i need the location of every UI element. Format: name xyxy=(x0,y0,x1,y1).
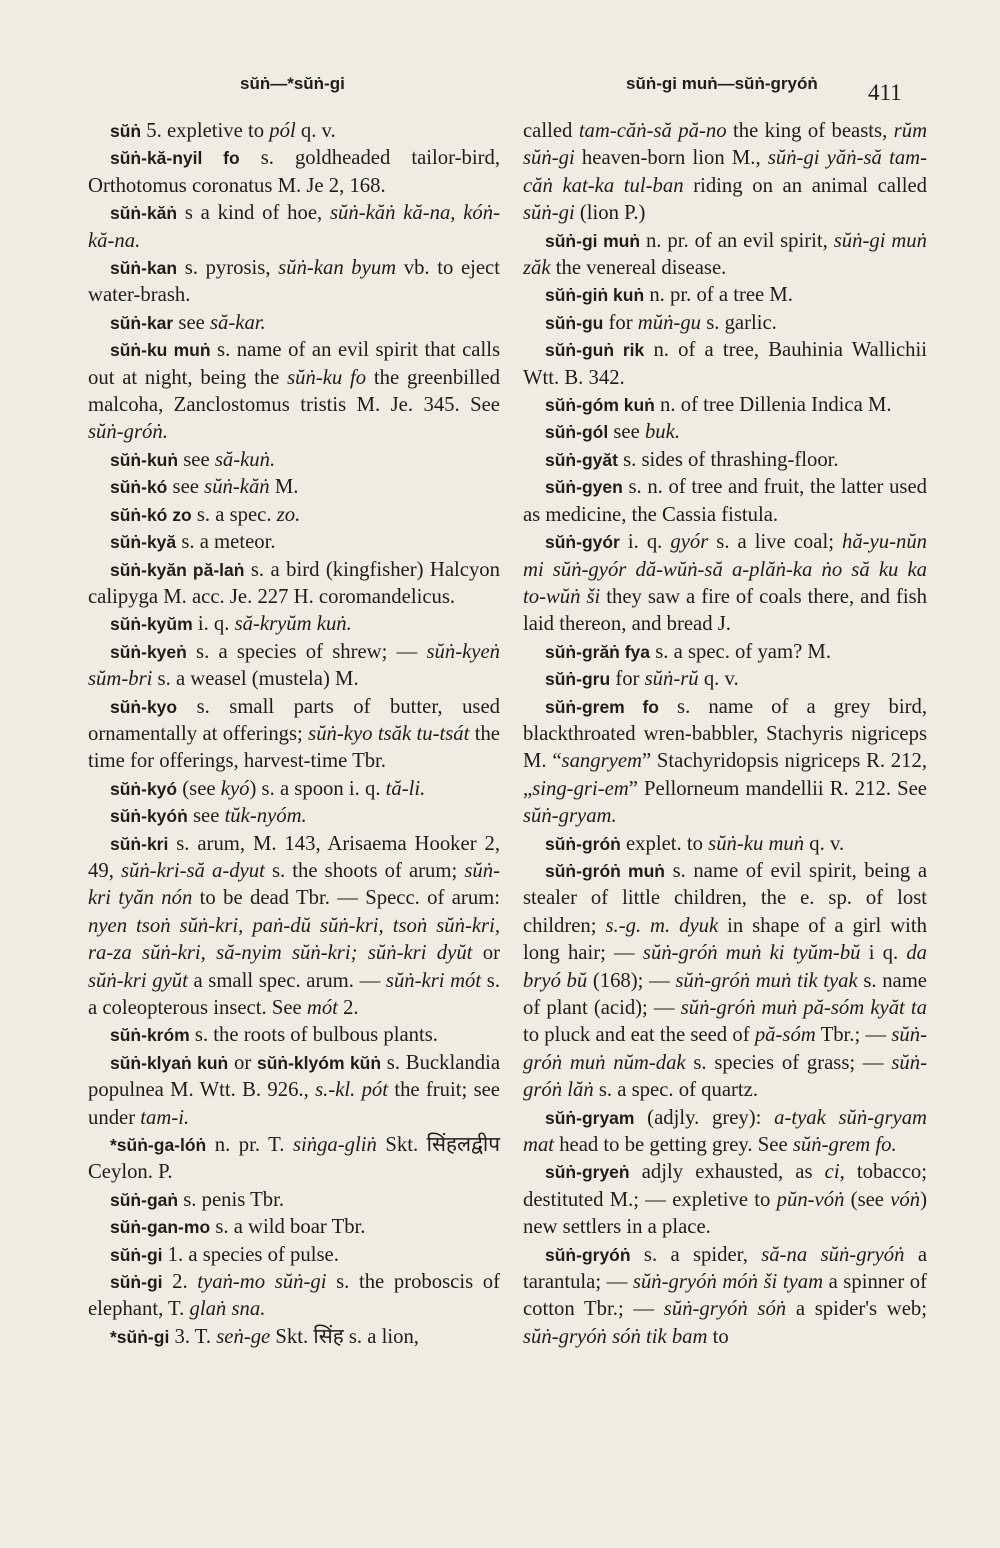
dictionary-entry xyxy=(523,392,927,419)
italic-term: sŭṅ-ku muṅ xyxy=(708,832,805,855)
headword: sŭṅ-gyór xyxy=(545,532,620,553)
entry-text: (see xyxy=(844,1188,891,1211)
entry-text: s. a weasel (mustela) M. xyxy=(152,668,359,691)
headword: sŭṅ-grem fo xyxy=(545,696,659,717)
dictionary-entry xyxy=(88,831,500,1023)
entry-text: called xyxy=(523,120,579,142)
dictionary-entry xyxy=(88,118,500,145)
italic-term: pól xyxy=(269,120,296,142)
entry-text: see xyxy=(167,476,205,499)
italic-term: buk. xyxy=(644,421,680,444)
entry-text: to pluck and eat the seed of xyxy=(523,1024,755,1047)
entry-text: i q. xyxy=(860,942,907,965)
entry-text: s. a coleopterous insect. See xyxy=(88,969,500,1019)
entry-text: adjly exhausted, as xyxy=(629,1161,825,1184)
italic-term: zo. xyxy=(276,503,301,526)
dictionary-entry xyxy=(523,337,927,392)
page-number: 411 xyxy=(868,80,902,105)
italic-term: siṅga-gliṅ xyxy=(292,1134,377,1157)
dictionary-entry xyxy=(88,1022,500,1049)
entry-text: s. name of evil spirit, being a stealer of little children, the e. sp. of lost children; xyxy=(523,859,928,937)
entry-text: s. sides of thrashing-floor. xyxy=(617,448,839,471)
entry-text: in shape of a girl with long hair; — xyxy=(523,914,928,965)
dictionary-entry xyxy=(523,639,927,666)
entry-text: s. goldheaded tailor-bird, Orthotomus coronatus M. Je 2, 168. xyxy=(88,147,500,197)
dictionary-entry xyxy=(88,1132,500,1187)
headword: sŭṅ-ku muṅ xyxy=(110,340,211,361)
entry-text: Skt. xyxy=(270,1325,314,1348)
headword: sŭṅ-kyăn pă-laṅ xyxy=(110,559,245,580)
italic-term: sŭṅ-ku fo xyxy=(287,366,367,389)
entry-text: Skt. xyxy=(376,1134,427,1157)
dictionary-entry xyxy=(88,200,500,255)
headword: sŭṅ-giṅ kuṅ xyxy=(545,285,645,306)
italic-term: mŭṅ-gu xyxy=(637,311,702,334)
entry-text: q. v. xyxy=(295,120,336,142)
italic-term: sŭṅ-gróṅ muṅ ki tyŭm-bŭ xyxy=(642,942,861,965)
entry-text: n. pr. of an evil spirit, xyxy=(640,229,834,252)
italic-term: sŭṅ-kyeṅ sŭm-bri xyxy=(88,640,500,691)
running-head-right: sŭṅ-gi muṅ—sŭṅ-gryóṅ xyxy=(626,74,818,93)
italic-term: kyó xyxy=(220,777,250,800)
dictionary-entry xyxy=(523,858,927,1105)
headword: sŭṅ-gól xyxy=(545,422,609,443)
italic-term: să-kryŭm kuṅ. xyxy=(234,613,352,636)
headword: *sŭṅ-gi xyxy=(110,1326,170,1347)
headword: sŭṅ-gi muṅ xyxy=(545,230,641,251)
dictionary-entry xyxy=(523,831,927,858)
entry-text: see xyxy=(178,448,215,471)
italic-term: sing-gri-em xyxy=(532,777,629,800)
italic-term: sŭṅ-gróṅ. xyxy=(88,421,168,444)
entry-text: s. penis Tbr. xyxy=(178,1188,284,1211)
italic-term: sŭṅ-grem fo. xyxy=(792,1134,897,1157)
italic-term: sŭṅ-kăṅ xyxy=(204,476,270,499)
right-column xyxy=(523,118,927,1351)
headword: sŭṅ-kyă xyxy=(110,532,177,553)
running-head-left: sŭṅ—*sŭṅ-gi xyxy=(240,74,345,93)
headword: sŭṅ-kan xyxy=(110,258,178,279)
entry-text: s. name of plant (acid); — xyxy=(523,969,927,1019)
italic-term: sŭṅ-kri gyŭt xyxy=(88,969,188,992)
entry-text: or xyxy=(472,942,501,965)
headword: sŭṅ-gryóṅ xyxy=(545,1244,631,1265)
headword: sŭṅ xyxy=(110,121,142,141)
entry-text: the fruit; see under xyxy=(88,1079,500,1129)
headword: sŭṅ-gyen xyxy=(545,477,623,498)
dictionary-entry xyxy=(523,419,927,446)
italic-term: rŭm sŭṅ-gi xyxy=(523,120,928,170)
entry-text: s. a bird (kingfisher) Halcyon calipyga M. acc. Je. 227 H. coromandelicus. xyxy=(88,558,500,608)
headword: sŭṅ-kyóṅ xyxy=(110,806,188,827)
dictionary-entry xyxy=(88,310,500,337)
italic-term: să-na sŭṅ-gryóṅ xyxy=(761,1243,905,1266)
italic-term: sŭṅ-rŭ xyxy=(644,668,699,691)
italic-term: sŭṅ-gi yăṅ-să tam-căṅ kat-ka tul-ban xyxy=(523,147,927,197)
entry-text: s. small parts of butter, used ornamentally at offerings; xyxy=(88,695,500,745)
dictionary-entry xyxy=(88,502,500,529)
entry-text: 3. T. xyxy=(169,1325,217,1348)
entry-text: s. name of a grey bird, blackthroated wren-babbler, Stachyris nigriceps M. “ xyxy=(523,695,927,773)
dictionary-entry xyxy=(88,1050,500,1132)
italic-term: sŭṅ-kri tyăn nón xyxy=(88,859,500,910)
entry-text: ” Stachyridopsis nigriceps R. 212, „ xyxy=(523,750,927,800)
dictionary-entry xyxy=(523,474,927,529)
italic-term: tam-i. xyxy=(140,1106,190,1129)
italic-term: s.-g. m. dyuk xyxy=(605,914,719,937)
entry-text: the time for offerings, harvest-time Tbr. xyxy=(88,722,500,773)
italic-term: tŭk-nyóm. xyxy=(224,805,307,828)
headword: sŭṅ-kó xyxy=(110,477,168,498)
headword: sŭṅ-kyeṅ xyxy=(110,641,187,662)
dictionary-entry xyxy=(523,666,927,693)
italic-term: sŭṅ-gi xyxy=(523,202,575,225)
entry-text: s. a species of shrew; — xyxy=(186,640,427,663)
entry-text: s. a spec. xyxy=(191,503,277,526)
entry-text: the venereal disease. xyxy=(550,257,727,280)
dictionary-entry xyxy=(523,118,927,228)
entry-text: explet. to xyxy=(620,832,709,855)
entry-text: q. v. xyxy=(804,832,845,855)
italic-term: gyór xyxy=(670,531,709,554)
headword: sŭṅ-kó zo xyxy=(110,504,192,525)
italic-term: da bryó bŭ xyxy=(523,942,927,992)
entry-text: s. a lion, xyxy=(343,1325,419,1348)
italic-term: sŭṅ-gryóṅ sóṅ xyxy=(663,1298,787,1321)
entry-text: see xyxy=(187,805,225,828)
italic-term: să-kar. xyxy=(209,311,266,334)
dictionary-entry xyxy=(88,776,500,803)
headword: sŭṅ-grăṅ fya xyxy=(545,641,651,662)
dictionary-entry xyxy=(88,639,500,694)
dictionary-entry xyxy=(88,447,500,474)
entry-text: Ceylon. P. xyxy=(88,1161,173,1184)
dictionary-entry xyxy=(88,1324,500,1351)
headword: sŭṅ-gaṅ xyxy=(110,1189,179,1210)
entry-text: s. a spec. of yam? M. xyxy=(650,640,831,663)
headword: sŭṅ-gru xyxy=(545,669,611,690)
entry-text: s. name of an evil spirit that calls out at night, being the xyxy=(88,339,500,389)
dictionary-entry xyxy=(523,447,927,474)
entry-text: n. of tree Dillenia Indica M. xyxy=(654,394,892,417)
headword: sŭṅ-gu xyxy=(545,312,604,333)
dictionary-entry xyxy=(88,611,500,638)
headword: sŭṅ-gi xyxy=(110,1244,163,1265)
entry-text: a tarantula; — xyxy=(523,1243,927,1294)
entry-text: the king of beasts, xyxy=(726,120,894,142)
italic-term: seṅ-ge xyxy=(216,1325,271,1348)
entry-text: (adjly. grey): xyxy=(634,1106,775,1129)
dictionary-entry xyxy=(88,145,500,200)
italic-term: mót xyxy=(306,997,338,1019)
headword: sŭṅ-gryeṅ xyxy=(545,1162,630,1183)
italic-term: sŭṅ-gryóṅ móṅ ši tyam xyxy=(632,1271,824,1294)
dictionary-entry xyxy=(88,694,500,776)
entry-text: heaven-born lion M., xyxy=(574,147,768,170)
entry-text: 5. expletive to xyxy=(141,120,270,142)
italic-term: pŭn-vóṅ xyxy=(776,1188,845,1211)
entry-text: they saw a fire of coals there, and fish laid thereon, and bread J. xyxy=(523,585,928,636)
italic-term: sŭṅ-kri-să a-dyut xyxy=(120,859,265,882)
italic-term: să-kuṅ. xyxy=(214,448,276,471)
italic-term: sŭṅ-gi muṅ zăk xyxy=(523,229,927,280)
entry-text: i. q. xyxy=(619,531,671,554)
entry-text: s. the roots of bulbous plants. xyxy=(189,1024,438,1047)
entry-text: head to be getting grey. See xyxy=(554,1134,793,1157)
dictionary-entry xyxy=(523,1159,927,1241)
dictionary-entry xyxy=(88,1269,500,1324)
entry-text: ) s. a spoon i. q. xyxy=(249,777,386,800)
entry-text: s. a live coal; xyxy=(708,531,842,554)
headword: sŭṅ-kyo xyxy=(110,696,178,717)
dictionary-entry xyxy=(88,803,500,830)
italic-term: sŭṅ-kyo tsăk tu-tsát xyxy=(308,722,470,745)
entry-text: n. of a tree, Bauhinia Wallichii Wtt. B. 342. xyxy=(523,339,928,389)
dictionary-entry xyxy=(523,694,927,831)
italic-term: tyaṅ-mo sŭṅ-gi xyxy=(197,1271,327,1294)
entry-text: s. a wild boar Tbr. xyxy=(210,1216,366,1239)
italic-term: sŭṅ-gróṅ muṅ tik tyak xyxy=(675,969,858,992)
entry-text: (see xyxy=(177,777,221,800)
italic-term: sŭṅ-gryam. xyxy=(523,805,617,828)
entry-text: ” Pellorneum mandellii R. 212. See xyxy=(628,777,927,800)
italic-term: pă-sóm xyxy=(754,1024,816,1047)
dictionary-entry xyxy=(88,1187,500,1214)
entry-text: for xyxy=(603,311,638,334)
entry-text: n. pr. of a tree M. xyxy=(644,284,793,307)
headword: sŭṅ-kă-nyil fo xyxy=(110,148,240,169)
entry-text: 2. xyxy=(337,997,359,1019)
headword: sŭṅ-kyŭm xyxy=(110,614,193,635)
italic-term: sŭṅ-kan byum xyxy=(278,257,397,280)
entry-text: (lion P.) xyxy=(574,202,646,225)
headword: sŭṅ-góm kuṅ xyxy=(545,395,655,416)
entry-text: M. xyxy=(269,476,299,499)
entry-text: s. Bucklandia populnea M. Wtt. B. 926., xyxy=(88,1051,500,1102)
dictionary-entry xyxy=(523,282,927,309)
italic-term: sŭṅ-kăṅ kă-na, kóṅ-kă-na. xyxy=(88,202,500,252)
entry-text: s. species of grass; — xyxy=(685,1051,892,1074)
italic-term: a-tyak sŭṅ-gryam mat xyxy=(523,1106,927,1157)
entry-text: to xyxy=(707,1325,729,1348)
italic-term: nyen tsoṅ sŭṅ-kri, paṅ-dŭ sŭṅ-kri, tsoṅ sŭṅ-kri, ra-za sŭṅ-kri, să-nyim sŭṅ-kri; sŭṅ-kri dyŭt xyxy=(88,914,500,965)
entry-text: 1. a species of pulse. xyxy=(162,1243,339,1266)
entry-text: 2. xyxy=(162,1271,198,1294)
dictionary-entry xyxy=(88,255,500,310)
headword: sŭṅ-kar xyxy=(110,312,174,333)
headword: sŭṅ-kri xyxy=(110,833,169,854)
dictionary-entry xyxy=(88,1214,500,1241)
entry-text: s. a meteor. xyxy=(176,531,276,554)
entry-text: see xyxy=(173,311,210,334)
headword: sŭṅ-kyó xyxy=(110,778,178,799)
entry-text: s. a spider, xyxy=(630,1243,762,1266)
entry-text: a small spec. arum. — xyxy=(187,969,386,992)
entry-text: s. n. of tree and fruit, the latter used as medicine, the Cassia fistula. xyxy=(523,476,927,526)
headword: *sŭṅ-ga-lóṅ xyxy=(110,1135,207,1156)
italic-term: tam-căṅ-să pă-no xyxy=(578,120,727,142)
entry-text: n. pr. T. xyxy=(206,1134,293,1157)
entry-text: ) new settlers in a place. xyxy=(523,1188,927,1239)
headword: sŭṅ-gan-mo xyxy=(110,1217,211,1238)
dictionary-entry xyxy=(523,310,927,337)
entry-text: for xyxy=(610,668,645,691)
italic-term: sŭṅ-gróṅ muṅ pă-sóm kyăt ta xyxy=(680,997,927,1019)
entry-text: , tobacco; destituted M.; — expletive to xyxy=(523,1161,927,1211)
dictionary-entry xyxy=(523,1242,927,1352)
italic-term: tă-li. xyxy=(385,777,426,800)
entry-text: i. q. xyxy=(192,613,235,636)
devanagari-term: सिंहलद्वीप xyxy=(426,1134,500,1157)
entry-text: see xyxy=(608,421,645,444)
headword: sŭṅ-kuṅ xyxy=(110,449,179,470)
entry-text: the greenbilled malcoha, Zanclostomus tristis M. Je. 345. See xyxy=(88,366,500,417)
entry-text: to be dead Tbr. — Specc. of arum: xyxy=(192,887,501,910)
dictionary-entry xyxy=(88,1242,500,1269)
headword: sŭṅ-klyóm kŭṅ xyxy=(256,1052,382,1073)
entry-text: s a kind of hoe, xyxy=(177,202,330,225)
italic-term: sŭṅ-gróṅ muṅ nŭm-dak xyxy=(523,1024,927,1074)
entry-text: s. pyrosis, xyxy=(177,257,279,280)
entry-text: a spider's web; xyxy=(786,1298,927,1321)
dictionary-entry xyxy=(88,474,500,501)
entry-text: or xyxy=(228,1051,257,1074)
entry-text: s. the proboscis of elephant, T. xyxy=(88,1271,501,1321)
italic-term: sŭṅ-kri mót xyxy=(385,969,482,992)
headword: sŭṅ-gyăt xyxy=(545,449,618,470)
headword: sŭṅ-guṅ rik xyxy=(545,340,645,361)
entry-text: s. garlic. xyxy=(701,311,777,334)
entry-text: vb. to eject water-brash. xyxy=(88,257,500,307)
headword: sŭṅ-klyaṅ kuṅ xyxy=(110,1052,229,1073)
italic-term: glaṅ sna. xyxy=(189,1298,266,1321)
italic-term: s.-kl. pót xyxy=(315,1079,389,1102)
dictionary-entry xyxy=(88,529,500,556)
dictionary-entry xyxy=(88,557,500,612)
entry-text: s. a spec. of quartz. xyxy=(593,1079,758,1102)
italic-term: hă-yu-nŭn mi sŭṅ-gyór dă-wŭṅ-să a-plăṅ-ka ṅo să ku ka to-wŭṅ ši xyxy=(523,531,928,608)
italic-term: sangryem xyxy=(561,750,642,773)
entry-text: s. the shoots of arum; xyxy=(264,859,465,882)
left-column xyxy=(88,118,500,1351)
dictionary-entry xyxy=(523,228,927,283)
italic-term: ci xyxy=(824,1161,840,1184)
headword: sŭṅ-gróṅ muṅ xyxy=(545,860,666,881)
italic-term: vóṅ xyxy=(890,1188,921,1211)
entry-text: q. v. xyxy=(698,668,739,691)
italic-term: sŭṅ-gryóṅ sóṅ tik bam xyxy=(523,1325,708,1348)
headword: sŭṅ-kăṅ xyxy=(110,203,178,224)
entry-text: s. arum, M. 143, Arisaema Hooker 2, 49, xyxy=(88,832,500,882)
headword: sŭṅ-gróṅ xyxy=(545,833,621,854)
dictionary-entry xyxy=(88,337,500,447)
italic-term: sŭṅ-gróṅ lăṅ xyxy=(523,1051,927,1102)
devanagari-term: सिंह xyxy=(313,1325,344,1348)
entry-text: Tbr.; — xyxy=(815,1024,892,1047)
headword: sŭṅ-gi xyxy=(110,1272,163,1293)
entry-text: (168); — xyxy=(587,969,676,992)
dictionary-entry xyxy=(523,529,927,639)
headword: sŭṅ-gryam xyxy=(545,1107,635,1128)
headword: sŭṅ-króm xyxy=(110,1025,190,1046)
dictionary-entry xyxy=(523,1105,927,1160)
entry-text: riding on an animal called xyxy=(683,174,928,197)
entry-text: a spinner of cotton Tbr.; — xyxy=(523,1271,927,1321)
